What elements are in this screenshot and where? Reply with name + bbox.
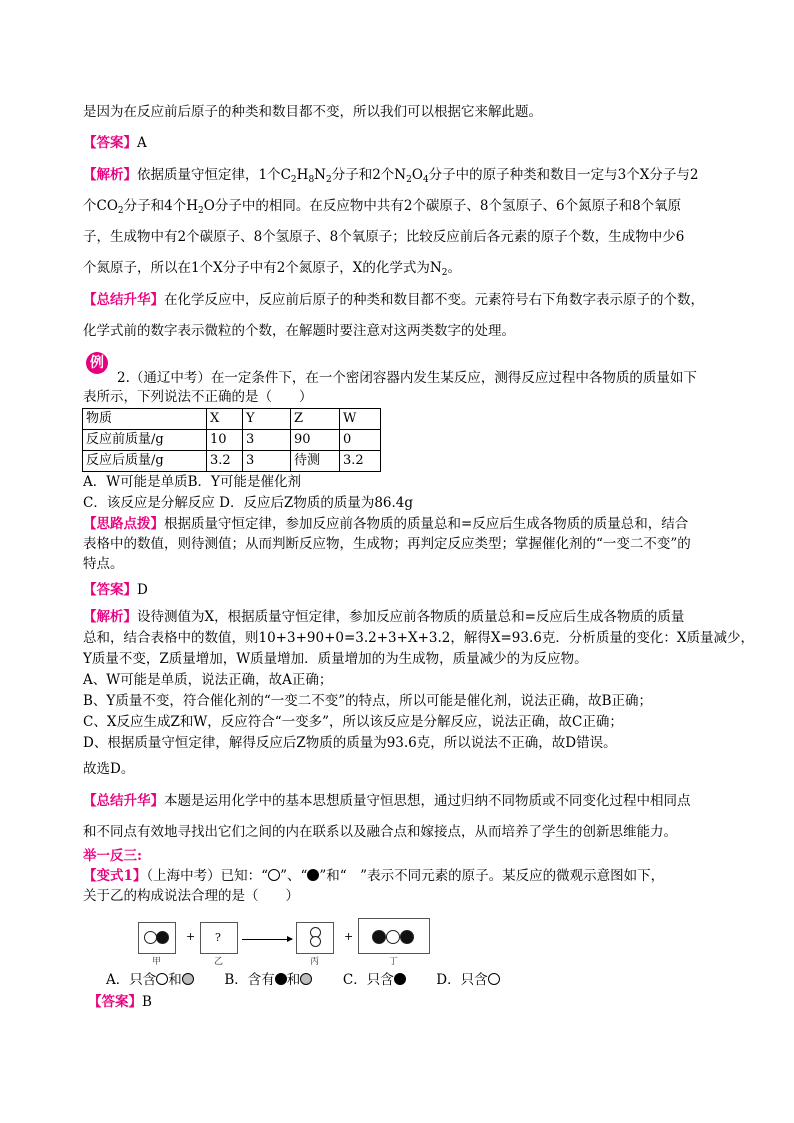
answer-value: D: [137, 582, 148, 598]
white-atom-icon: [268, 869, 280, 881]
option-d: D．只含: [436, 972, 488, 988]
subscript: 2: [117, 206, 124, 216]
variant-question-line: [83, 886, 713, 906]
analysis-tag: 【解析】: [83, 167, 137, 183]
label-bing: 丙: [310, 957, 320, 967]
reactant-yi-box: [200, 922, 238, 954]
text: 分子和4个H: [123, 198, 199, 214]
answer-tag: 【答案】: [83, 135, 137, 151]
analysis-line: [83, 759, 713, 779]
subscript: 2: [290, 175, 297, 185]
table-cell: 反应前质量/g: [83, 430, 207, 451]
table-cell: 3.2: [207, 451, 243, 472]
subscript: 8: [308, 175, 315, 185]
summary-tag: 【总结升华】: [83, 793, 164, 809]
table-row: [83, 451, 381, 472]
table-cell: X: [207, 409, 243, 430]
text: O分子中的相同。在反应物中共有2个碳原子、8个氢原子、6个氮原子和8个氧原: [203, 198, 682, 214]
grey-atom-icon: [182, 973, 194, 985]
reactant-jia-box: [138, 922, 176, 954]
subscript: 4: [422, 175, 429, 185]
analysis-line: [83, 628, 754, 648]
text: 设待测值为X，根据质量守恒定律，参加反应前各物质的质量总和=反应后生成各物质的质量: [137, 609, 685, 625]
text: 分子和2个N: [331, 167, 407, 183]
table-cell: 反应后质量/g: [83, 451, 207, 472]
grey-atom-icon: [300, 973, 312, 985]
analysis-line: [83, 649, 713, 669]
text: 分子中的原子种类和数目一定与3个X分子与2: [428, 167, 699, 183]
black-atom-icon: [156, 931, 169, 944]
text: 2.（通辽中考）在一定条件下，在一个密闭容器内发生某反应，测得反应过程中各物质的质量如下: [117, 370, 697, 386]
text: 表所示，下列说法不正确的是（ ）: [83, 389, 313, 405]
table-cell: 0: [340, 430, 381, 451]
white-atom-icon: [310, 936, 321, 947]
text: A．W可能是单质B．Y可能是催化剂: [83, 474, 301, 490]
text: ”、“: [280, 868, 308, 884]
table-header-row: [83, 409, 381, 430]
option-c: C．只含: [342, 972, 394, 988]
text: 本题是运用化学中的基本思想质量守恒思想，通过归纳不同物质或不同变化过程中相同点: [164, 793, 691, 809]
label-yi: 乙: [214, 957, 224, 967]
summary-line: [83, 822, 713, 842]
text: 在化学反应中，反应前后原子的种类和数目都不变。元素符号右下角数字表示原子的个数，: [164, 292, 704, 308]
label-jia: 甲: [152, 957, 162, 967]
analysis-line: [83, 258, 713, 283]
text: 和: [168, 972, 182, 988]
question-mark: ?: [215, 931, 221, 944]
summary-line: [83, 321, 713, 341]
text: 化学式前的数字表示微粒的个数，在解题时要注意对这两类数字的处理。: [83, 323, 515, 339]
text: （上海中考）已知：“: [146, 868, 269, 884]
text: 和不同点有效地寻找出它们之间的内在联系以及融合点和嫁接点，从而培养了学生的创新思维能力。: [83, 824, 677, 840]
text: 是因为在反应前后原子的种类和数目都不变，所以我们可以根据它来解此题。: [83, 104, 542, 120]
plus-sign: +: [344, 930, 354, 943]
option-line: [83, 493, 713, 513]
reaction-diagram: [138, 916, 438, 968]
text: Y质量不变，Z质量增加，W质量增加．质量增加的为生成物，质量减少的为反应物。: [83, 651, 588, 667]
analysis-line: [83, 691, 713, 711]
hint-tag: 【思路点拨】: [83, 516, 164, 532]
table-cell: 90: [291, 430, 340, 451]
text: 个CO: [83, 198, 118, 214]
table-row: [83, 430, 381, 451]
text: 故选D。: [83, 761, 135, 777]
white-atom-icon: [156, 973, 168, 985]
subscript: 2: [441, 268, 448, 278]
black-atom-icon: [307, 869, 319, 881]
table-cell: 物质: [83, 409, 207, 430]
table-cell: 待测: [291, 451, 340, 472]
text: C．该反应是分解反应 D．反应后Z物质的质量为86.4g: [83, 495, 414, 511]
product-ding-box: [358, 918, 430, 954]
table-cell: Y: [243, 409, 291, 430]
answer-tag: 【答案】: [83, 582, 137, 598]
variant-tag: 【变式1】: [83, 868, 147, 884]
table-cell: Z: [291, 409, 340, 430]
text: 依据质量守恒定律，1个C: [137, 167, 291, 183]
white-atom-icon: [386, 930, 400, 944]
white-atom-icon: [488, 973, 500, 985]
summary-line: [83, 791, 713, 811]
table-cell: 3: [243, 451, 291, 472]
analysis-line: [83, 196, 713, 221]
text: 特点。: [83, 556, 124, 572]
analysis-line: [83, 165, 713, 190]
text: 根据质量守恒定律，参加反应前各物质的质量总和=反应后生成各物质的质量总和，结合: [164, 516, 689, 532]
analysis-tag: 【解析】: [83, 609, 137, 625]
text: 关于乙的构成说法合理的是（ ）: [83, 888, 299, 904]
reaction-arrow: [242, 939, 292, 940]
variant-question-line: [83, 866, 713, 886]
text: N: [314, 167, 326, 183]
example-badge: 例: [86, 352, 108, 374]
text: A、W可能是单质，说法正确，故A正确；: [83, 672, 333, 688]
text: D、根据质量守恒定律，解得反应后Z物质的质量为93.6克，所以说法不正确，故D错误。: [83, 735, 617, 751]
plus-sign: +: [186, 930, 196, 943]
analysis-line: [83, 227, 713, 247]
hint-line: [83, 514, 713, 534]
text: O: [411, 167, 423, 183]
subscript: 2: [406, 175, 412, 185]
black-atom-icon: [275, 973, 287, 985]
text: 和: [286, 972, 301, 988]
answer-tag: 【答案】: [88, 994, 142, 1010]
analysis-line: [83, 712, 713, 732]
section-heading: 举一反三:: [83, 848, 142, 864]
summary-line: [83, 290, 713, 310]
option-a: A．只含: [106, 972, 157, 988]
option-b: B．含有: [224, 972, 275, 988]
table-cell: 3: [243, 430, 291, 451]
table-cell: W: [340, 409, 381, 430]
analysis-line: [83, 733, 713, 753]
variant-options: [106, 970, 736, 990]
subscript: 2: [198, 206, 204, 216]
text: 总和，结合表格中的数值，则10+3+90+0=3.2+3+X+3.2，解得X=93.6克．分析质量的变化：X质量减少，: [83, 630, 754, 646]
text: 个氮原子，所以在1个X分子中有2个氮原子，X的化学式为N: [83, 260, 442, 276]
label-ding: 丁: [389, 957, 399, 967]
hint-line: [83, 554, 713, 574]
text-line: [83, 102, 713, 122]
black-atom-icon: [400, 930, 414, 944]
hint-line: [83, 534, 713, 554]
answer-value: A: [137, 135, 147, 151]
answer-line: [88, 992, 718, 1012]
subscript: 2: [325, 175, 332, 185]
text: C、X反应生成Z和W，反应符合“一变多”，所以该反应是分解反应，说法正确，故C正确；: [83, 714, 623, 730]
text: ”和“ ”表示不同元素的原子。某反应的微观示意图如下，: [319, 868, 665, 884]
text: 。: [447, 260, 461, 276]
black-atom-icon: [372, 930, 386, 944]
text: 子，生成物中有2个碳原子、8个氢原子、8个氧原子；比较反应前后各元素的原子个数，生成物中少6: [83, 229, 685, 245]
question-line: [83, 387, 713, 407]
table-cell: 10: [207, 430, 243, 451]
text: B、Y质量不变，符合催化剂的“一变二不变”的特点，所以可能是催化剂，说法正确，故B正确；: [83, 693, 653, 709]
summary-tag: 【总结升华】: [83, 292, 164, 308]
text: 表格中的数值，则待测值；从而判断反应物，生成物；再判定反应类型；掌握催化剂的“一变二不变”的: [83, 536, 691, 552]
product-bing-box: [296, 922, 334, 954]
black-atom-icon: [394, 973, 406, 985]
analysis-line: [83, 670, 713, 690]
answer-line: [83, 133, 713, 153]
analysis-line: [83, 607, 713, 627]
answer-line: [83, 580, 713, 600]
table-cell: 3.2: [340, 451, 381, 472]
text: H: [296, 167, 309, 183]
answer-value: B: [142, 994, 152, 1010]
option-line: [83, 472, 713, 492]
question-line: [117, 368, 747, 388]
mass-table: [82, 408, 381, 472]
